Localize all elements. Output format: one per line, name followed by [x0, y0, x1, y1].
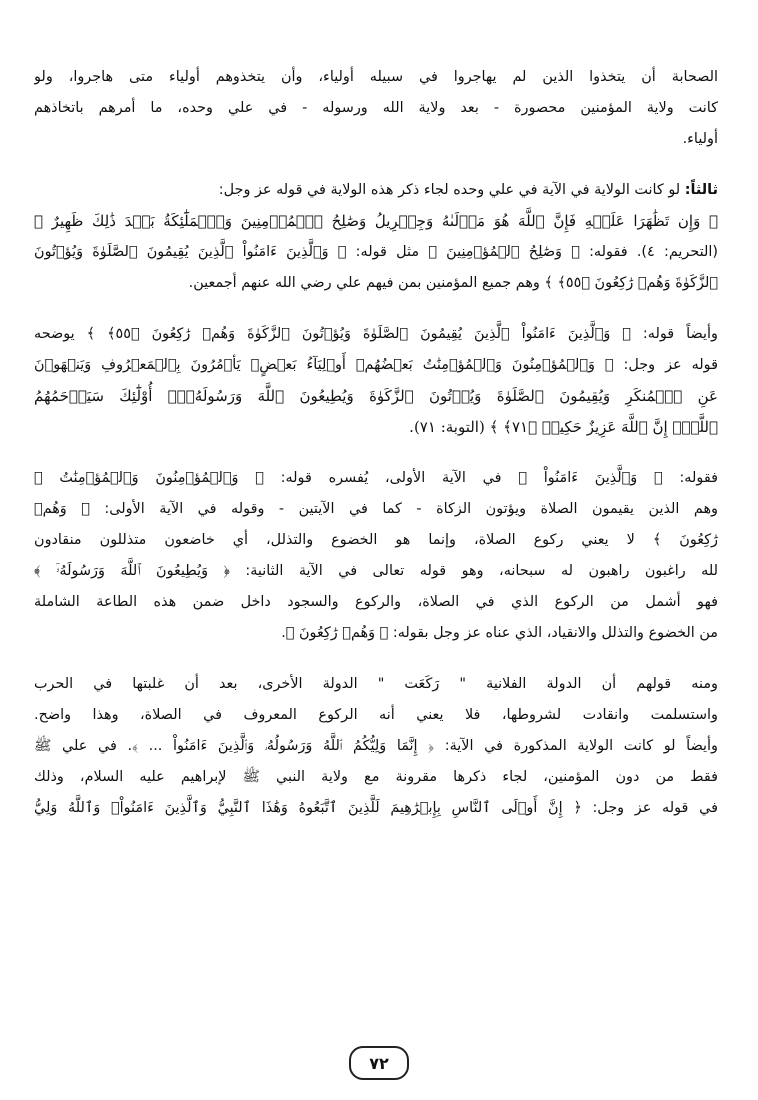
quran-verse-line: عَنِ ٱلۡمُنكَرِ وَيُقِيمُونَ ٱلصَّلَوٰةَ وَيُؤۡتُونَ ٱلزَّكَوٰةَ وَيُطِيعُونَ ٱللَّهَ وَرَسُولَهُۥٓۚ أُوْلَٰٓئِكَ سَيَرۡحَمُهُمُ — [34, 387, 718, 405]
text-line: ٱلزَّكَوٰةَ وَهُمۡ رَٰكِعُونَ ﴿٥٥﴾ ﴾ وهم جميع المؤمنين بمن فيهم علي رضي الله عنهم أجمعين. — [188, 275, 718, 291]
quran-verse-line: ٱللَّهُۗ إِنَّ ٱللَّهَ عَزِيزٌ حَكِيمٞ ﴿٧١﴾ ﴾ (التوبة: ٧١). — [409, 418, 718, 436]
quran-verse-line: ﴿ وَإِن تَظَٰهَرَا عَلَيۡهِ فَإِنَّ ٱللَّهَ هُوَ مَوۡلَىٰهُ وَجِبۡرِيلُ وَصَٰلِحُ ٱلۡمُؤۡمِنِينَ وَٱلۡمَلَٰٓئِكَةُ بَعۡدَ ذَٰلِكَ ظَهِيرٌ ﴾ — [34, 212, 718, 230]
text-line: لله راغبون راهبون له سبحانه، وهو قوله تعالى في الآية الثانية: ﴿ وَيُطِيعُونَ ٱللَّهَ وَرَسُولَهُۥٓ ﴾ — [34, 563, 718, 579]
text-line: وأيضاً لو كانت الولاية المذكورة في الآية: ﴿ إِنَّمَا وَلِيُّكُمُ ٱللَّهُ وَرَسُولُهُۥ وَٱلَّذِينَ ءَامَنُواْ ... ﴾. في علي ﷺ — [34, 738, 718, 754]
text-line: رَٰكِعُونَ ﴾ لا يعني ركوع الصلاة، وإنما هو الخضوع والتذلل، أي خاضعون متذللون منقادون — [34, 532, 718, 548]
text-segment: لو كانت الولاية في الآية في علي وحده لجاء ذكر هذه الولاية في قوله عز وجل: — [218, 182, 681, 198]
paragraph-3 — [34, 319, 718, 443]
text-line: وهم الذين يقيمون الصلاة ويؤتون الزكاة - كما في الآيتين - وقوله في الآية الأولى: ﴿ وَهُمۡ — [34, 501, 718, 517]
page-number: ٧٢ — [349, 1046, 409, 1080]
page-body — [34, 62, 718, 842]
text-line: الصحابة أن يتخذوا الذين لم يهاجروا في سبيله أولياء، وأن يتخذوهم أولياء متى هاجروا، ولو — [34, 69, 718, 85]
paragraph-4 — [34, 463, 718, 649]
text-line: كانت ولاية المؤمنين محصورة - بعد ولاية الله ورسوله - في علي وحده، ما أمرهم باتخاذهم — [34, 100, 718, 116]
text-line: (التحريم: ٤). فقوله: ﴿ وَصَٰلِحُ ٱلۡمُؤۡمِنِينَ ﴾ مثل قوله: ﴿ وَٱلَّذِينَ ءَامَنُواْ ٱلَّذِينَ يُقِيمُونَ ٱلصَّلَوٰةَ وَيُؤۡتُونَ — [34, 244, 718, 260]
text-line: قوله عز وجل: ﴿ وَٱلۡمُؤۡمِنُونَ وَٱلۡمُؤۡمِنَٰتُ بَعۡضُهُمۡ أَوۡلِيَآءُ بَعۡضٍۚ يَأۡمُرُونَ بِٱلۡمَعۡرُوفِ وَيَنۡهَوۡنَ — [34, 357, 718, 373]
text-line: من الخضوع والتذلل والانقياد، الذي عناه عز وجل بقوله: ﴿ وَهُمۡ رَٰكِعُونَ ﴾. — [281, 625, 718, 641]
paragraph-1 — [34, 62, 718, 155]
text-line: أولياء. — [682, 131, 718, 147]
text-line: وأيضاً قوله: ﴿ وَٱلَّذِينَ ءَامَنُواْ ٱلَّذِينَ يُقِيمُونَ ٱلصَّلَوٰةَ وَيُؤۡتُونَ ٱلزَّكَوٰةَ وَهُمۡ رَٰكِعُونَ ﴿٥٥﴾ ﴾ يوضحه — [34, 326, 718, 342]
text-line: ومنه قولهم أن الدولة الفلانية " رَكَعَت " الدولة الأخرى، بعد أن غلبتها في الحرب — [34, 676, 718, 692]
text-line: في قوله عز وجل: ﴿ إِنَّ أَوۡلَى ٱلنَّاسِ بِإِبۡرَٰهِيمَ لَلَّذِينَ ٱتَّبَعُوهُ وَهَٰذَا ٱلنَّبِيُّ وَٱلَّذِينَ ءَامَنُواْۗ وَٱللَّهُ وَلِيُّ — [34, 800, 718, 816]
text-line: فقط من دون المؤمنين، لجاء ذكرها مقرونة مع ولاية النبي ﷺ لإبراهيم عليه السلام، وذلك — [34, 769, 718, 785]
text-line: فقوله: ﴿ وَٱلَّذِينَ ءَامَنُواْ ﴾ في الآية الأولى، يُفسره قوله: ﴿ وَٱلۡمُؤۡمِنُونَ وَٱلۡمُؤۡمِنَٰتُ ﴾ — [34, 470, 718, 486]
paragraph-5 — [34, 669, 718, 824]
text-line: فهو أشمل من الركوع الذي في الصلاة، والركوع والسجود داخل ضمن هذه الطاعة الشاملة — [34, 594, 718, 610]
text-line — [34, 175, 718, 206]
section-heading: ثالثاً: — [684, 182, 718, 198]
paragraph-2 — [34, 175, 718, 299]
text-line: واستسلمت وانقادت لشروطها، فلا يعني أنه الركوع المعروف في الصلاة، وهذا واضح. — [34, 707, 718, 723]
page-number-container — [0, 1046, 758, 1080]
